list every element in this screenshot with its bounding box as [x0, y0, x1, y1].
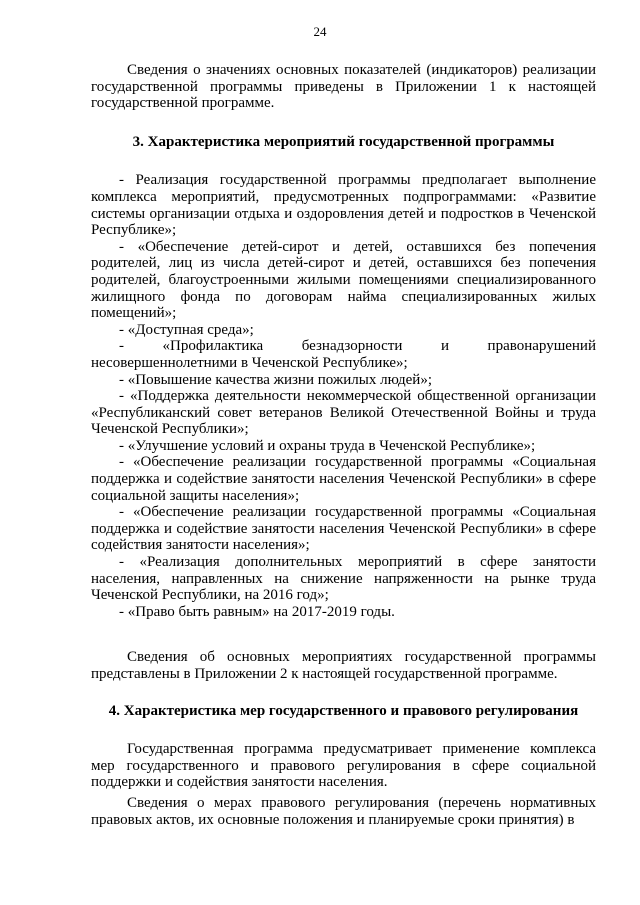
- section-3-closing-paragraph: Сведения об основных мероприятиях государственной программы представлены в Приложении 2 к настоящей государственной программе.: [91, 649, 596, 682]
- list-item: - «Повышение качества жизни пожилых людей»;: [119, 371, 433, 388]
- page-content: [91, 62, 596, 828]
- section-3-heading: 3. Характеристика мероприятий государственной программы: [132, 133, 555, 150]
- list-item: - «Профилактика безнадзорности и правонарушений несовершеннолетними в Чеченской Республике»;: [91, 338, 596, 371]
- section-4-heading: 4. Характеристика мер государственного и правового регулирования: [108, 702, 579, 719]
- list-item: - «Улучшение условий и охраны труда в Чеченской Республике»;: [119, 437, 536, 454]
- section-4-paragraph: Сведения о мерах правового регулирования (перечень нормативных правовых актов, их основные положения и планируемые сроки принятия) в: [91, 794, 596, 828]
- section-3-list: [91, 172, 596, 620]
- list-item: - Реализация государственной программы предполагает выполнение комплекса мероприятий, предусмотренных подпрограммами: «Развитие системы организации отдыха и оздоровления детей и подростков в Чеченской Республике»;: [91, 172, 596, 239]
- list-item: - «Доступная среда»;: [119, 321, 254, 338]
- section-4-paragraph: Государственная программа предусматривает применение комплекса мер государственного и правового регулирования в сфере социальной поддержки и содействия занятости населения.: [91, 741, 596, 791]
- list-item: - «Обеспечение реализации государственной программы «Социальная поддержка и содействие занятости населения Чеченской Республики» в сфере социальной защиты населения»;: [91, 454, 596, 504]
- list-item: - «Реализация дополнительных мероприятий в сфере занятости населения, направленных на снижение напряженности на рынке труда Чеченской Республики, на 2016 год»;: [91, 554, 596, 604]
- intro-paragraph: Сведения о значениях основных показателей (индикаторов) реализации государственной программы приведены в Приложении 1 к настоящей государственной программе.: [91, 62, 596, 112]
- list-item: - «Обеспечение детей-сирот и детей, оставшихся без попечения родителей, лиц из числа детей-сирот и детей, оставшихся без попечения родителей, благоустроенными жилыми помещениями специализированного жилищного фонда по договорам найма специализированных жилых помещений»;: [91, 238, 596, 322]
- page-number: 24: [313, 24, 327, 39]
- list-item: - «Поддержка деятельности некоммерческой общественной организации «Республиканский совет ветеранов Великой Отечественной Войны и труда Чеченской Республики»;: [91, 388, 596, 438]
- list-item: - «Обеспечение реализации государственной программы «Социальная поддержка и содействие занятости населения Чеченской Республики» в сфере содействия занятости населения»;: [91, 504, 596, 554]
- list-item: - «Право быть равным» на 2017-2019 годы.: [119, 603, 395, 620]
